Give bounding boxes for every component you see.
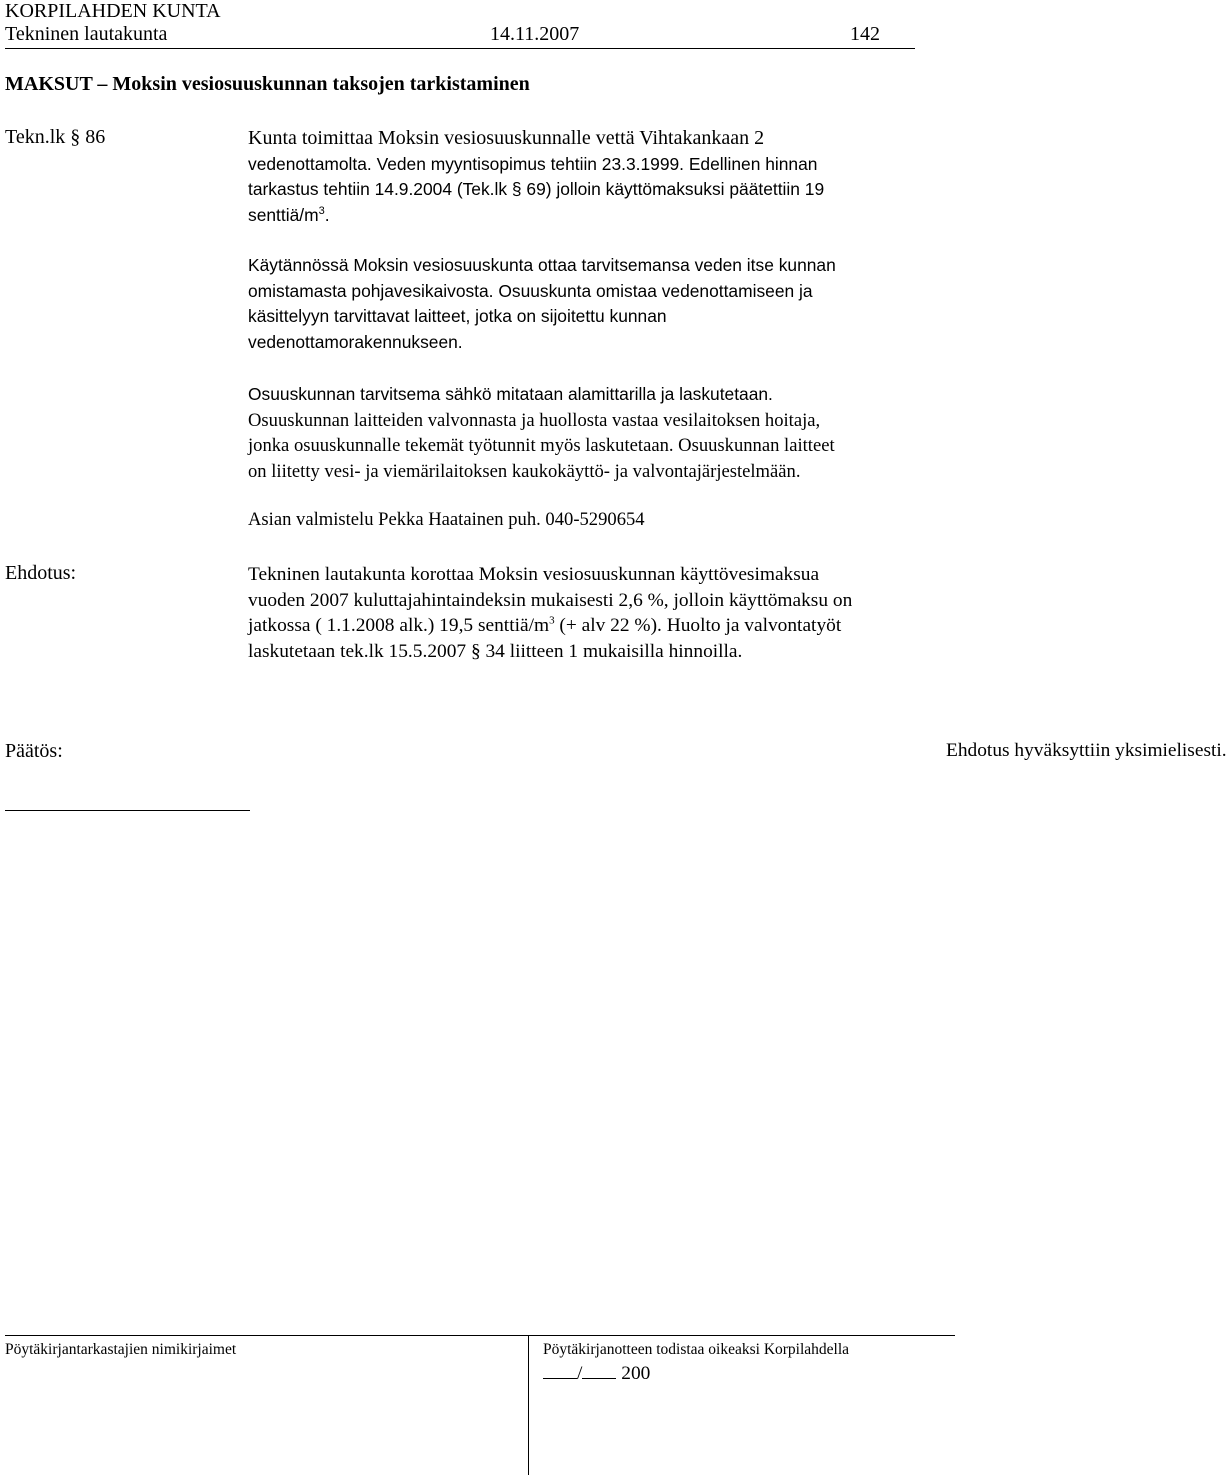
footer-rule	[5, 1335, 955, 1336]
preparer-info: Asian valmistelu Pekka Haatainen puh. 040-5290654	[248, 509, 645, 530]
proposal-line: Tekninen lautakunta korottaa Moksin vesiosuuskunnan käyttövesimaksua	[248, 564, 820, 585]
paragraph-groundwater	[248, 253, 960, 355]
page-title: MAKSUT – Moksin vesiosuuskunnan taksojen tarkistaminen	[5, 73, 530, 95]
proposal-line: vuoden 2007 kuluttajahintaindeksin mukaisesti 2,6 %, jolloin käyttömaksu on	[248, 589, 853, 611]
year-prefix: 200	[621, 1363, 651, 1384]
proposal-text	[248, 562, 960, 664]
paragraph-line: tarkastus tehtiin 14.9.2004 (Tek.lk § 69) jolloin käyttömaksuksi päätettiin 19	[248, 179, 825, 199]
paragraph-billing	[248, 382, 960, 484]
paragraph-line: käsittelyyn tarvittavat laitteet, jotka on sijoitettu kunnan	[248, 306, 667, 326]
proposal-line-start: jatkossa ( 1.1.2008 alk.) 19,5 senttiä/m	[248, 615, 550, 636]
footer-right-label: Pöytäkirjanotteen todistaa oikeaksi Korpilahdella	[543, 1341, 850, 1358]
footer-divider	[528, 1335, 529, 1475]
paragraph-line: jonka osuuskunnalle tekemät työtunnit myös laskutetaan. Osuuskunnan laitteet	[248, 435, 835, 456]
municipality-name: KORPILAHDEN KUNTA	[5, 0, 221, 22]
page-number: 142	[850, 23, 880, 45]
section-reference: Tekn.lk § 86	[5, 126, 106, 148]
paragraph-line: Käytännössä Moksin vesiosuuskunta ottaa tarvitsemansa veden itse kunnan	[248, 255, 836, 275]
unit-superscript: 3	[549, 614, 555, 627]
signature-rule	[5, 810, 250, 811]
decision-text: Ehdotus hyväksyttiin yksimielisesti.	[946, 740, 1227, 761]
month-blank	[582, 1362, 616, 1379]
paragraph-line: Osuuskunnan laitteiden valvonnasta ja huollosta vastaa vesilaitoksen hoitaja,	[248, 409, 821, 431]
proposal-label: Ehdotus:	[5, 562, 77, 584]
proposal-line: laskutetaan tek.lk 15.5.2007 § 34 liitteen 1 mukaisilla hinnoilla.	[248, 640, 743, 662]
sentence-end: .	[324, 204, 330, 225]
proposal-line	[248, 613, 960, 639]
unit-text: senttiä/m	[248, 204, 319, 225]
paragraph-line: Osuuskunnan tarvitsema sähkö mitataan alamittarilla ja laskutetaan.	[248, 384, 773, 404]
certification-date-field	[543, 1362, 650, 1385]
paragraph-line: on liitetty vesi- ja viemärilaitoksen kaukokäyttö- ja valvontajärjestelmään.	[248, 460, 801, 482]
proposal-line-end: (+ alv 22 %). Huolto ja valvontatyöt	[554, 615, 842, 636]
footer-left-label: Pöytäkirjantarkastajien nimikirjaimet	[5, 1341, 237, 1358]
paragraph-line: Kunta toimittaa Moksin vesiosuuskunnalle vettä Vihtakankaan 2	[248, 127, 765, 149]
paragraph-background	[248, 126, 960, 228]
paragraph-line: omistamasta pohjavesikaivosta. Osuuskunta omistaa vedenottamiseen ja	[248, 280, 813, 301]
decision-label: Päätös:	[5, 740, 63, 762]
paragraph-line-last	[248, 203, 960, 229]
unit-superscript: 3	[318, 204, 325, 217]
paragraph-line: vedenottamorakennukseen.	[248, 331, 463, 352]
header-rule	[5, 48, 915, 49]
date-slash: /	[577, 1363, 583, 1384]
paragraph-line: vedenottamolta. Veden myyntisopimus tehtiin 23.3.1999. Edellinen hinnan	[248, 153, 818, 174]
meeting-date: 14.11.2007	[490, 23, 580, 45]
day-blank	[543, 1362, 577, 1379]
board-name: Tekninen lautakunta	[5, 23, 168, 45]
